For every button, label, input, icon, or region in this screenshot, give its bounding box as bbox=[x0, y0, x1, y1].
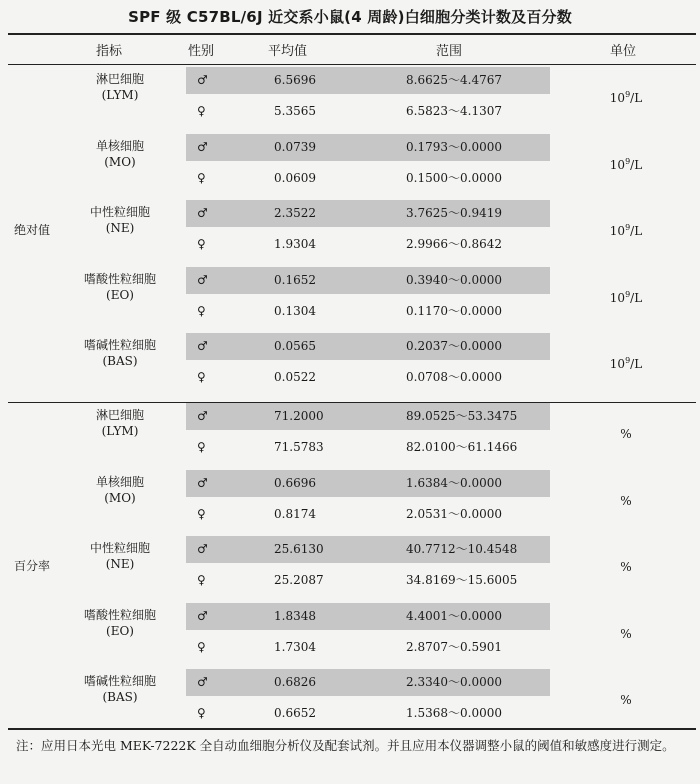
unit-exponent: 9 bbox=[625, 90, 631, 99]
indicator-abbr: (LYM) bbox=[101, 424, 139, 438]
female-range: 34.8169～15.6005 bbox=[406, 573, 518, 587]
header-unit: 单位 bbox=[610, 44, 637, 59]
male-mean: 0.1652 bbox=[274, 272, 316, 287]
male-range: 1.6384～0.0000 bbox=[406, 475, 502, 490]
female-mean: 25.2087 bbox=[274, 573, 324, 587]
indicator-abbr: (EO) bbox=[106, 287, 134, 302]
male-mean: 0.6696 bbox=[274, 475, 316, 490]
top-rule bbox=[8, 33, 696, 35]
male-range: 4.4001～0.0000 bbox=[406, 608, 502, 623]
indicator-name: 单核细胞 bbox=[95, 474, 144, 489]
indicator-name: 淋巴细胞 bbox=[95, 72, 144, 86]
female-symbol: ♀ bbox=[197, 573, 206, 587]
male-range: 3.7625～0.9419 bbox=[406, 206, 502, 220]
unit-tail: /L bbox=[630, 157, 643, 172]
indicator-abbr: (EO) bbox=[106, 623, 134, 638]
male-mean: 71.2000 bbox=[274, 409, 324, 423]
male-range: 0.1793～0.0000 bbox=[406, 139, 502, 154]
female-mean: 71.5783 bbox=[274, 440, 324, 454]
unit-tail: /L bbox=[630, 91, 643, 105]
male-symbol: ♂ bbox=[197, 339, 208, 353]
female-symbol: ♀ bbox=[197, 170, 206, 185]
male-mean: 0.6826 bbox=[274, 675, 316, 689]
female-mean: 0.1304 bbox=[274, 303, 316, 318]
female-mean: 0.0522 bbox=[274, 370, 316, 384]
female-symbol: ♀ bbox=[197, 237, 206, 251]
male-mean: 1.8348 bbox=[274, 608, 316, 623]
female-mean: 1.7304 bbox=[274, 639, 316, 654]
unit-base: % bbox=[620, 427, 632, 441]
unit-exponent: 9 bbox=[625, 356, 631, 365]
unit-cell bbox=[596, 692, 656, 707]
unit-base: % bbox=[620, 626, 632, 641]
unit-base: 10 bbox=[609, 91, 626, 105]
female-range: 0.0708～0.0000 bbox=[406, 370, 502, 384]
female-symbol: ♀ bbox=[197, 506, 206, 521]
male-mean: 6.5696 bbox=[274, 73, 316, 87]
female-mean: 0.0609 bbox=[274, 170, 316, 185]
indicator-abbr: (LYM) bbox=[101, 88, 139, 102]
male-symbol: ♂ bbox=[197, 542, 208, 556]
unit-cell bbox=[596, 223, 656, 238]
unit-cell bbox=[596, 356, 656, 371]
male-range: 2.3340～0.0000 bbox=[406, 675, 502, 689]
female-range: 0.1170～0.0000 bbox=[406, 303, 502, 318]
unit-base: % bbox=[620, 693, 632, 707]
female-symbol: ♀ bbox=[197, 104, 206, 118]
male-mean: 2.3522 bbox=[274, 206, 316, 220]
unit-cell bbox=[596, 426, 656, 441]
header-rule bbox=[8, 64, 696, 65]
unit-cell bbox=[596, 290, 656, 305]
male-symbol: ♂ bbox=[197, 272, 208, 287]
indicator-name: 中性粒细胞 bbox=[89, 541, 150, 555]
female-range: 2.0531～0.0000 bbox=[406, 506, 502, 521]
section-label: 百分率 bbox=[14, 559, 51, 574]
female-range: 82.0100～61.1466 bbox=[406, 440, 518, 454]
female-range: 2.9966～0.8642 bbox=[406, 237, 502, 251]
indicator-abbr: (BAS) bbox=[102, 690, 138, 704]
table-note: 注：应用日本光电 MEK-7222K 全自动血细胞分析仪及配套试剂。并且应用本仪器调整小鼠的阈值和敏感度进行测定。 bbox=[16, 738, 675, 753]
female-mean: 0.6652 bbox=[274, 706, 316, 720]
unit-base: 10 bbox=[609, 157, 626, 172]
male-symbol: ♂ bbox=[197, 206, 208, 220]
male-range: 0.2037～0.0000 bbox=[406, 339, 502, 353]
male-mean: 25.6130 bbox=[274, 542, 324, 556]
section-label: 绝对值 bbox=[14, 223, 51, 238]
unit-exponent: 9 bbox=[625, 289, 631, 299]
unit-cell bbox=[596, 90, 656, 105]
unit-exponent: 9 bbox=[625, 223, 631, 232]
male-range: 0.3940～0.0000 bbox=[406, 272, 502, 287]
male-symbol: ♂ bbox=[197, 73, 208, 87]
female-symbol: ♀ bbox=[197, 706, 206, 720]
female-mean: 0.8174 bbox=[274, 506, 316, 521]
female-symbol: ♀ bbox=[197, 440, 206, 454]
male-symbol: ♂ bbox=[197, 409, 208, 423]
header-indicator: 指标 bbox=[96, 44, 123, 59]
female-mean: 5.3565 bbox=[274, 104, 316, 118]
unit-exponent: 9 bbox=[625, 156, 631, 166]
male-symbol: ♂ bbox=[197, 608, 208, 623]
unit-base: 10 bbox=[609, 290, 626, 305]
female-mean: 1.9304 bbox=[274, 237, 316, 251]
female-range: 2.8707～0.5901 bbox=[406, 639, 502, 654]
male-mean: 0.0565 bbox=[274, 339, 316, 353]
indicator-abbr: (BAS) bbox=[102, 354, 138, 368]
male-range: 8.6625～4.4767 bbox=[406, 73, 502, 87]
male-range: 40.7712～10.4548 bbox=[406, 542, 518, 556]
indicator-abbr: (NE) bbox=[105, 221, 135, 235]
header-sex: 性别 bbox=[188, 44, 215, 59]
indicator-name: 单核细胞 bbox=[95, 138, 144, 153]
indicator-abbr: (NE) bbox=[105, 557, 135, 571]
unit-tail: /L bbox=[630, 290, 643, 305]
female-symbol: ♀ bbox=[197, 303, 206, 318]
indicator-abbr: (MO) bbox=[104, 490, 136, 505]
unit-cell bbox=[596, 493, 656, 508]
indicator-name: 嗜碱性粒细胞 bbox=[83, 674, 156, 688]
indicator-name: 中性粒细胞 bbox=[89, 205, 150, 219]
unit-tail: /L bbox=[630, 357, 643, 371]
indicator-name: 嗜酸性粒细胞 bbox=[83, 271, 156, 286]
indicator-name: 嗜碱性粒细胞 bbox=[83, 338, 156, 352]
female-range: 1.5368～0.0000 bbox=[406, 706, 502, 720]
female-range: 0.1500～0.0000 bbox=[406, 170, 502, 185]
female-range: 6.5823～4.1307 bbox=[406, 104, 502, 118]
unit-tail: /L bbox=[630, 224, 643, 238]
unit-cell bbox=[596, 559, 656, 574]
table-title: SPF 级 C57BL/6J 近交系小鼠(4 周龄)白细胞分类计数及百分数 bbox=[128, 8, 572, 26]
female-symbol: ♀ bbox=[197, 639, 206, 654]
unit-base: 10 bbox=[609, 357, 626, 371]
header-mean: 平均值 bbox=[268, 44, 308, 59]
indicator-name: 淋巴细胞 bbox=[95, 408, 144, 422]
indicator-name: 嗜酸性粒细胞 bbox=[83, 607, 156, 622]
male-range: 89.0525～53.3475 bbox=[406, 409, 518, 423]
header-range: 范围 bbox=[436, 44, 463, 59]
unit-cell bbox=[596, 157, 656, 172]
male-symbol: ♂ bbox=[197, 675, 208, 689]
bottom-rule bbox=[8, 728, 696, 730]
male-symbol: ♂ bbox=[197, 139, 208, 154]
female-symbol: ♀ bbox=[197, 370, 206, 384]
unit-base: % bbox=[620, 560, 632, 574]
male-symbol: ♂ bbox=[197, 475, 208, 490]
indicator-abbr: (MO) bbox=[104, 154, 136, 169]
unit-base: % bbox=[620, 493, 632, 508]
male-mean: 0.0739 bbox=[274, 139, 316, 154]
unit-cell bbox=[596, 626, 656, 641]
unit-base: 10 bbox=[609, 224, 626, 238]
